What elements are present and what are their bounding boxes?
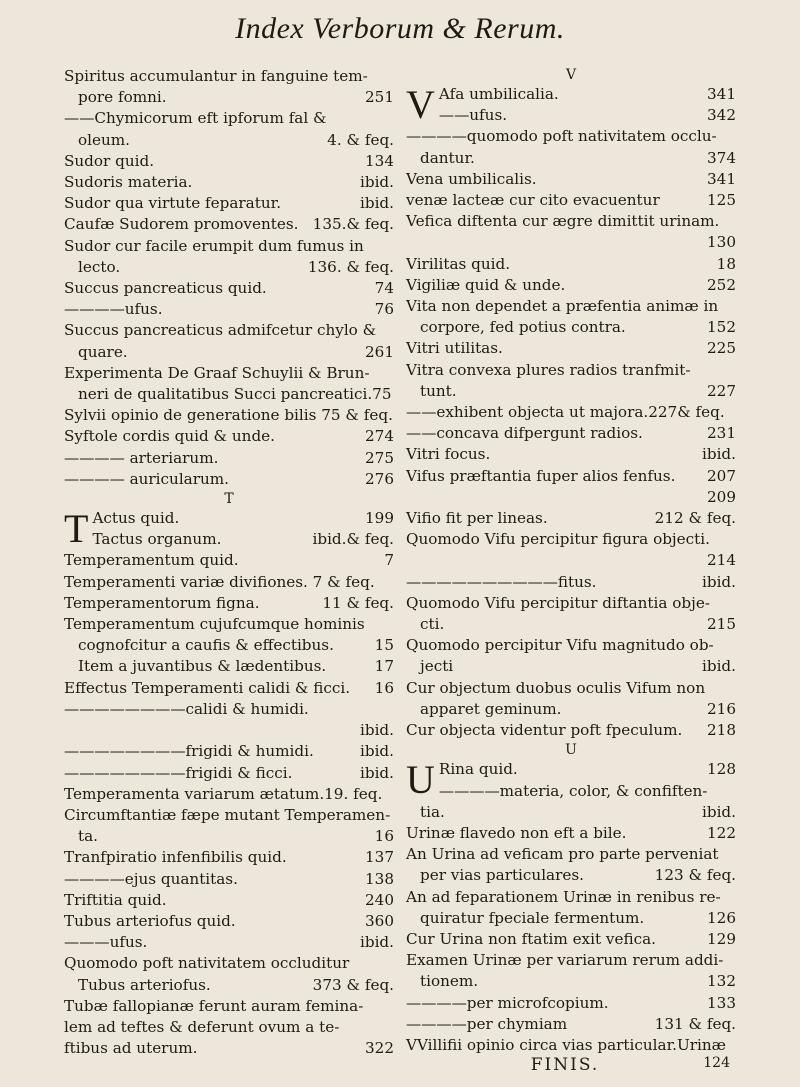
entry-text: lem ad teftes & deferunt ovum a te-	[64, 1017, 340, 1036]
entry-page-number: 231	[707, 424, 736, 443]
index-entry	[406, 84, 736, 105]
index-entry	[406, 802, 736, 823]
index-entry	[406, 360, 736, 381]
entry-page-number: 123 & feq.	[654, 866, 736, 885]
entry-text: Spiritus accumulantur in fanguine tem-	[64, 67, 368, 85]
entry-text: cognofcitur a caufis & effectibus.	[78, 636, 334, 655]
index-entry	[406, 887, 736, 908]
index-entry	[64, 953, 394, 974]
entry-text: ——Chymicorum eft ipforum fal &	[64, 109, 327, 128]
entry-text: ————————calidi & humidi.	[64, 699, 309, 718]
entry-text: Vefica diftenta cur ægre dimittit urinam.	[406, 212, 720, 231]
entry-text: venæ lacteæ cur cito evacuentur	[406, 191, 660, 210]
entry-text: Tactus organum.	[92, 530, 222, 549]
entry-text: Item a juvantibus & lædentibus.	[78, 657, 327, 676]
entry-page-number: 251	[365, 88, 394, 107]
entry-page-number: ibid.	[702, 657, 736, 676]
index-entry	[406, 572, 736, 593]
entry-page-number: 132	[707, 972, 736, 991]
entry-text: Temperamenti variæ divifiones. 7 & feq.	[64, 572, 375, 591]
index-entry	[406, 971, 736, 992]
entry-text: Effectus Temperamenti calidi & ficci.	[64, 678, 351, 697]
entry-page-number: 212 & feq.	[654, 509, 736, 528]
index-entry	[64, 911, 394, 932]
entry-text: ftibus ad uterum.	[64, 1039, 198, 1058]
entry-page-number: 274	[365, 427, 394, 446]
entry-text: Vifus præftantia fuper alios fenfus.	[406, 466, 676, 485]
entry-page-number: 4. & feq.	[327, 130, 394, 149]
entry-text: An ad feparationem Urinæ in renibus re-	[406, 887, 721, 906]
entry-text: ——ufus.	[438, 106, 508, 125]
index-entry	[64, 656, 394, 677]
entry-text: Temperamentum cujufcumque hominis	[64, 615, 365, 634]
entry-text: VVillifii opinio circa vias particular.Urinæ	[406, 1035, 726, 1054]
dropcap-block	[406, 759, 736, 801]
entry-page-number: 135.& feq.	[312, 215, 394, 234]
entry-page-number: 7	[384, 551, 394, 570]
index-entry	[64, 996, 394, 1017]
index-entry	[406, 508, 736, 529]
index-entry	[406, 105, 736, 126]
entry-page-number: 225	[707, 339, 736, 358]
entry-page-number: 133	[707, 993, 736, 1012]
index-entry	[64, 550, 394, 571]
entry-text: tunt.	[420, 381, 457, 400]
entry-page-number: 341	[707, 169, 736, 188]
index-entry	[64, 214, 394, 235]
index-entry	[64, 932, 394, 953]
entry-page-number: 373 & feq.	[312, 975, 394, 994]
index-entry	[406, 487, 736, 508]
index-entry	[406, 656, 736, 677]
entry-page-number: 215	[707, 615, 736, 634]
entry-text: Temperamenta variarum ætatum.19. feq.	[64, 784, 383, 803]
entry-text: Sudor cur facile erumpit dum fumus in	[64, 236, 364, 255]
entry-page-number: 131 & feq.	[654, 1014, 736, 1033]
index-entry	[64, 66, 394, 87]
index-entry	[64, 278, 394, 299]
index-entry	[64, 678, 394, 699]
index-entry	[64, 614, 394, 635]
drop-capital: U	[406, 757, 435, 803]
index-entry	[406, 211, 736, 232]
entry-page-number: ibid.	[702, 802, 736, 821]
entry-text: Circumftantiæ fæpe mutant Temperamen-	[64, 805, 391, 824]
index-entry	[64, 87, 394, 108]
index-entry	[64, 763, 394, 784]
section-letter: U	[565, 742, 577, 759]
index-entry	[406, 844, 736, 865]
index-entry	[406, 423, 736, 444]
index-entry	[64, 448, 394, 469]
index-entry	[64, 720, 394, 741]
index-entry	[64, 172, 394, 193]
entry-page-number: 17	[374, 657, 394, 676]
entry-text: Afa umbilicalia.	[438, 85, 559, 103]
index-entry	[406, 865, 736, 886]
index-entry	[64, 1038, 394, 1059]
index-entry	[406, 720, 736, 741]
drop-capital: T	[64, 506, 89, 552]
index-entry	[64, 890, 394, 911]
entry-text: Vifio fit per lineas.	[406, 509, 548, 528]
entry-text: Cur objectum duobus oculis Vifum non	[406, 678, 706, 697]
page-title: Index Verborum & Rerum.	[235, 12, 565, 45]
index-entry	[64, 826, 394, 847]
index-entry	[406, 1014, 736, 1035]
entry-page-number: 126	[707, 908, 736, 927]
entry-text: ———— auricularum.	[64, 469, 230, 488]
finis-page-number: 124	[703, 1055, 730, 1071]
entry-text: Quomodo poft nativitatem occluditur	[64, 954, 350, 973]
entry-text: Quomodo Vifu percipitur diftantia obje-	[406, 593, 710, 612]
entry-text: Tubæ fallopianæ ferunt auram femina-	[64, 996, 364, 1015]
index-entry	[64, 1017, 394, 1038]
entry-page-number: 276	[365, 469, 394, 488]
index-entry	[406, 126, 736, 147]
index-entry	[406, 593, 736, 614]
index-entry	[64, 257, 394, 278]
entry-text: tia.	[420, 802, 445, 821]
entry-text: pore fomni.	[78, 88, 167, 107]
index-entry	[406, 148, 736, 169]
index-entry	[406, 823, 736, 844]
section-letter: V	[565, 67, 577, 83]
index-entry	[64, 529, 394, 550]
entry-text: Temperamentorum figna.	[64, 593, 260, 612]
entry-text: Cur Urina non ftatim exit vefica.	[406, 929, 657, 948]
entry-text: dantur.	[420, 148, 475, 167]
entry-text: Quomodo percipitur Vifu magnitudo ob-	[406, 636, 714, 655]
dropcap-block	[64, 508, 394, 550]
entry-text: Experimenta De Graaf Schuylii & Brun-	[64, 363, 370, 382]
index-entry	[64, 108, 394, 129]
index-entry	[64, 384, 394, 405]
index-entry	[64, 320, 394, 341]
entry-page-number: ibid.	[702, 445, 736, 464]
index-entry	[64, 405, 394, 426]
entry-page-number: 374	[707, 148, 736, 167]
entry-text: Quomodo Vifu percipitur figura objecti.	[406, 530, 710, 549]
index-entry	[64, 236, 394, 257]
entry-text: ————per microfcopium.	[406, 993, 609, 1012]
entry-text: Vitri focus.	[406, 445, 491, 464]
index-entry	[64, 784, 394, 805]
entry-text: ————————frigidi & ficci.	[64, 763, 293, 782]
index-entry	[64, 847, 394, 868]
drop-capital: V	[406, 82, 435, 127]
entry-page-number: ibid.	[702, 572, 736, 591]
entry-text: Sudoris materia.	[64, 173, 193, 192]
entry-text: ————per chymiam	[406, 1014, 568, 1033]
entry-text: Urinæ flavedo non eft a bile.	[406, 823, 627, 842]
entry-text: ————————frigidi & humidi.	[64, 742, 314, 761]
entry-page-number: 261	[365, 342, 394, 361]
entry-text: An Urina ad veficam pro parte perveniat	[406, 845, 719, 864]
entry-text: Vigiliæ quid & unde.	[406, 275, 566, 294]
entry-page-number: 134	[365, 151, 394, 170]
entry-text: ————ejus quantitas.	[64, 869, 238, 888]
entry-text: Tubus arteriofus.	[78, 975, 211, 994]
index-column-left	[64, 66, 394, 1059]
entry-page-number: ibid.	[360, 933, 394, 952]
entry-page-number: 341	[707, 85, 736, 103]
entry-page-number: 15	[374, 636, 394, 655]
entry-page-number: 130	[707, 233, 736, 252]
entry-text: ta.	[78, 827, 98, 846]
entry-text: neri de qualitatibus Succi pancreatici.75	[78, 385, 392, 404]
entry-page-number: 214	[707, 551, 736, 570]
entry-text: Virilitas quid.	[406, 254, 511, 273]
index-entry	[406, 444, 736, 465]
entry-text: Vitra convexa plures radios tranfmit-	[406, 360, 691, 379]
entry-text: apparet geminum.	[420, 699, 562, 718]
index-entry	[406, 402, 736, 423]
entry-text: Temperamentum quid.	[64, 551, 239, 570]
index-entry	[406, 993, 736, 1014]
section-letter: T	[224, 491, 234, 508]
entry-page-number: 125	[707, 191, 736, 210]
entry-text: Sylvii opinio de generatione bilis 75 & feq.	[64, 406, 393, 425]
index-entry	[406, 635, 736, 656]
entry-text: ——————————fitus.	[406, 572, 597, 591]
index-entry	[64, 975, 394, 996]
index-entry	[64, 508, 394, 529]
entry-text: ——exhibent objecta ut majora.227& feq.	[406, 403, 725, 422]
entry-text: Rina quid.	[438, 760, 518, 779]
entry-page-number: 252	[707, 275, 736, 294]
index-entry	[406, 781, 736, 802]
index-entry	[406, 338, 736, 359]
entry-text: Succus pancreaticus admifcetur chylo &	[64, 321, 377, 340]
index-entry	[406, 908, 736, 929]
entry-text: Sudor quid.	[64, 151, 155, 170]
entry-page-number: ibid.	[360, 173, 394, 192]
index-entry	[406, 317, 736, 338]
index-entry	[406, 169, 736, 190]
entry-text: Triftitia quid.	[64, 890, 167, 909]
entry-page-number: 218	[707, 721, 736, 740]
entry-text: ———— arteriarum.	[64, 448, 219, 467]
entry-text: Caufæ Sudorem promoventes.	[64, 215, 299, 234]
entry-text: Vitri utilitas.	[406, 339, 503, 358]
index-entry	[406, 529, 736, 550]
index-entry	[64, 130, 394, 151]
entry-text: Sudor qua virtute feparatur.	[64, 194, 282, 213]
entry-page-number: 322	[365, 1039, 394, 1058]
entry-text: Syftole cordis quid & unde.	[64, 427, 275, 446]
entry-page-number: 216	[707, 699, 736, 718]
index-entry	[64, 151, 394, 172]
entry-page-number: 16	[374, 827, 394, 846]
entry-text: ————materia, color, & confiften-	[438, 781, 708, 800]
finis-footer	[400, 1055, 730, 1075]
index-entry	[406, 466, 736, 487]
entry-text: tionem.	[420, 972, 479, 991]
index-entry	[64, 193, 394, 214]
entry-text: lecto.	[78, 257, 121, 276]
entry-text: ——concava difpergunt radios.	[406, 424, 643, 443]
index-entry	[406, 929, 736, 950]
entry-page-number: 138	[365, 869, 394, 888]
index-entry	[64, 299, 394, 320]
index-entry	[406, 759, 736, 780]
entry-page-number: 275	[365, 448, 394, 467]
entry-page-number: ibid.& feq.	[312, 530, 394, 549]
index-entry	[64, 741, 394, 762]
entry-text: ———ufus.	[64, 933, 148, 952]
entry-text: Cur objecta videntur poft fpeculum.	[406, 721, 683, 740]
index-entry	[64, 805, 394, 826]
index-entry	[406, 678, 736, 699]
entry-text: cti.	[420, 615, 445, 634]
finis-text: FINIS.	[530, 1055, 600, 1075]
entry-page-number: 136. & feq.	[307, 257, 394, 276]
index-entry	[64, 572, 394, 593]
entry-text: jecti	[420, 657, 454, 676]
entry-text: Tranfpiratio infenfibilis quid.	[64, 848, 287, 867]
index-entry	[406, 550, 736, 571]
entry-page-number: 207	[707, 466, 736, 485]
index-entry	[406, 232, 736, 253]
entry-page-number: 152	[707, 318, 736, 337]
index-entry	[406, 1035, 736, 1056]
entry-text: oleum.	[78, 130, 130, 149]
entry-page-number: 137	[365, 848, 394, 867]
index-entry	[64, 363, 394, 384]
index-entry	[406, 254, 736, 275]
entry-page-number: 76	[374, 300, 394, 319]
dropcap-block	[406, 84, 736, 126]
entry-text: per vias particulares.	[420, 866, 584, 885]
entry-page-number: 18	[716, 254, 736, 273]
entry-page-number: 240	[365, 890, 394, 909]
entry-text: Vita non dependet a præfentia animæ in	[406, 297, 719, 316]
entry-text: Examen Urinæ per variarum rerum addi-	[406, 951, 724, 970]
entry-page-number: 199	[365, 509, 394, 528]
entry-text: Tubus arteriofus quid.	[64, 911, 236, 930]
entry-page-number: 128	[707, 760, 736, 779]
index-entry	[406, 614, 736, 635]
entry-page-number: ibid.	[360, 721, 394, 740]
index-entry	[406, 296, 736, 317]
entry-text: ————ufus.	[64, 300, 163, 319]
entry-page-number: 16	[374, 678, 394, 697]
index-entry	[64, 593, 394, 614]
index-entry	[64, 869, 394, 890]
entry-text: Vena umbilicalis.	[406, 169, 537, 188]
entry-page-number: ibid.	[360, 742, 394, 761]
entry-page-number: ibid.	[360, 763, 394, 782]
index-entry	[406, 699, 736, 720]
entry-text: Actus quid.	[92, 509, 180, 528]
entry-text: ————quomodo poft nativitatem occlu-	[406, 127, 717, 146]
entry-page-number: 227	[707, 381, 736, 400]
entry-text: quare.	[78, 342, 128, 361]
index-entry	[64, 469, 394, 490]
entry-page-number: 342	[707, 106, 736, 125]
index-entry	[406, 190, 736, 211]
entry-page-number: 209	[707, 487, 736, 506]
index-column-right	[406, 66, 736, 1056]
index-entry	[406, 950, 736, 971]
entry-page-number: 360	[365, 911, 394, 930]
entry-page-number: 122	[707, 823, 736, 842]
index-entry	[406, 275, 736, 296]
entry-text: Succus pancreaticus quid.	[64, 279, 267, 298]
index-entry	[406, 381, 736, 402]
index-entry	[64, 699, 394, 720]
index-entry	[64, 426, 394, 447]
entry-page-number: 129	[707, 929, 736, 948]
entry-page-number: 74	[374, 279, 394, 298]
index-entry	[64, 635, 394, 656]
entry-page-number: 11 & feq.	[322, 593, 394, 612]
index-entry	[64, 342, 394, 363]
entry-page-number: ibid.	[360, 194, 394, 213]
entry-text: quiratur fpeciale fermentum.	[420, 908, 645, 927]
entry-text: corpore, fed potius contra.	[420, 318, 626, 337]
